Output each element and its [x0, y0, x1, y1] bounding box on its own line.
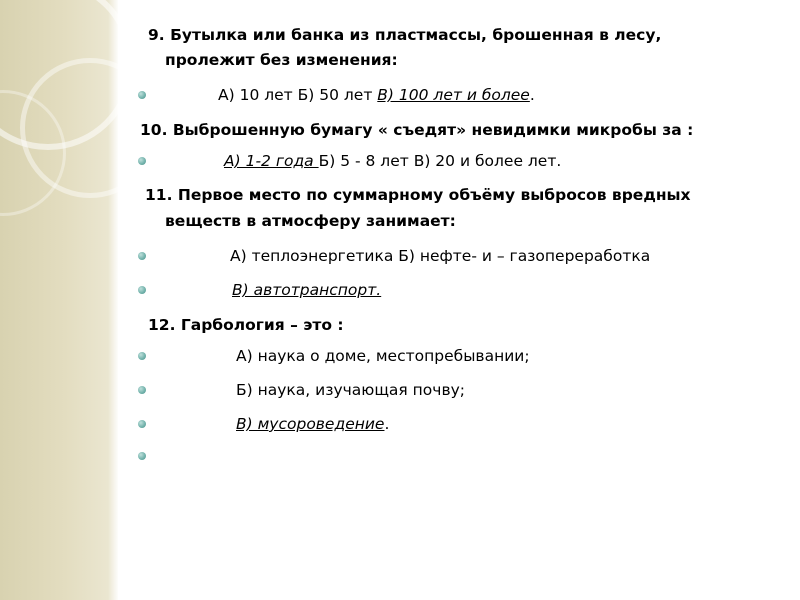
q12-question: 12. Гарбология – это :: [148, 316, 344, 334]
q9-answer-options: А) 10 лет Б) 50 лет: [218, 86, 378, 104]
q9-answer-tail: .: [529, 86, 535, 104]
q10-correct-answer: А) 1-2 года: [224, 152, 319, 170]
q12-correct-answer: В) мусороведение: [236, 415, 385, 433]
bullet-icon: [138, 386, 146, 394]
q12-answer-a: А) наука о доме, местопребывании;: [236, 347, 530, 365]
bullet-icon: [138, 286, 146, 294]
q10-answer: [224, 150, 561, 172]
q11-answer-ab: А) теплоэнергетика Б) нефте- и – газопереработка: [230, 247, 651, 265]
q9-correct-answer: В) 100 лет и более: [377, 86, 530, 104]
bullet-icon: [138, 91, 146, 99]
q12-answer-tail: .: [384, 415, 390, 433]
bullet-icon: [138, 420, 146, 428]
q12-answer-c: [236, 413, 389, 435]
q11-correct-answer: В) автотранспорт.: [232, 281, 382, 299]
q11-question-line2: веществ в атмосферу занимает:: [165, 212, 456, 230]
q9-answer: [218, 84, 535, 106]
q10-answer-options: Б) 5 - 8 лет В) 20 и более лет.: [318, 152, 562, 170]
bullet-icon: [138, 452, 146, 460]
bullet-icon: [138, 157, 146, 165]
q9-question-line2: пролежит без изменения:: [165, 51, 398, 69]
q11-question-line1: 11. Первое место по суммарному объёму выбросов вредных: [145, 186, 691, 204]
bullet-icon: [138, 352, 146, 360]
q10-question: 10. Выброшенную бумагу « съедят» невидимки микробы за :: [140, 121, 694, 139]
bullet-icon: [138, 252, 146, 260]
q9-question-line1: 9. Бутылка или банка из пластмассы, брошенная в лесу,: [148, 26, 662, 44]
q12-answer-b: Б) наука, изучающая почву;: [236, 381, 465, 399]
